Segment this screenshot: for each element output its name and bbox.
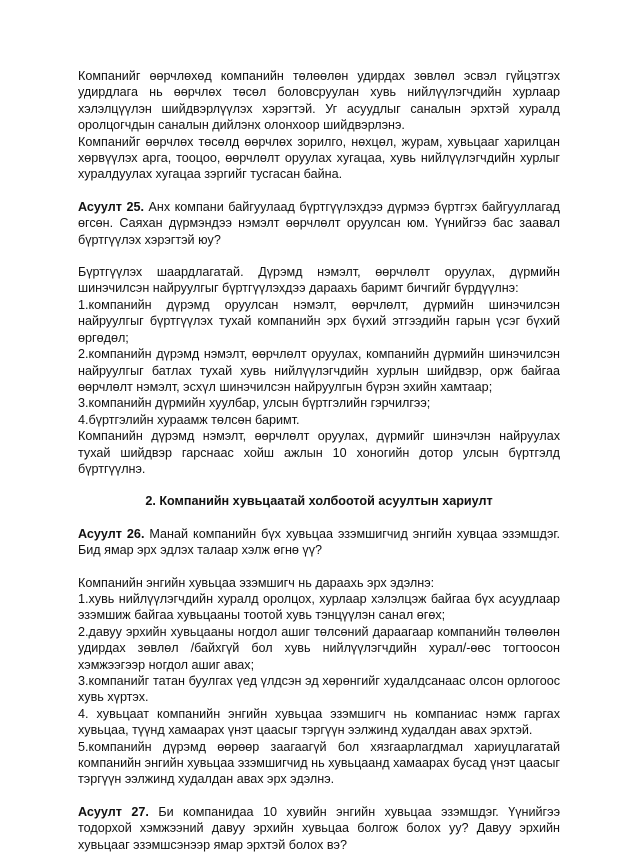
- answer-25-line: Бүртгүүлэх шаардлагатай. Дүрэмд нэмэлт, өөрчлөлт оруулах, дүрмийн шинэчилсэн найруулгыг бүртгүүлэхдээ дараахь баримт бичгийг бүрдүүлнэ:: [78, 265, 560, 296]
- intro-paragraph-1: Компанийг өөрчлөхөд компанийн төлөөлөн удирдах зөвлөл эсвэл гүйцэтгэх удирдлага нь өөрчлөх төсөл боловсруулан хувь нийлүүлэгчдийн хурлаар хэлэлцүүлэн шийдвэрлүүлэх хэрэгтэй. Уг асуудлыг саналын эрхтэй хуралд оролцогчдын саналын дийлэнх олонхоор шийдвэрлэнэ.: [78, 69, 560, 133]
- answer-26-line: 4. хувьцаат компанийн энгийн хувьцаа эзэмшигч нь компаниас нэмж гаргах хувьцаа, түүнд хамаарах үнэт цаасыг тэргүүн ээлжинд худалдан авах эрхтэй.: [78, 706, 560, 738]
- answer-25-line: 2.компанийн дүрэмд нэмэлт, өөрчлөлт оруулах, компанийн дүрмийн шинэчилсэн найруулгыг батлах тухай хувь нийлүүлэгчдийн хурлын шийдвэр, орж байгаа өөрчлөлт нэмэлт, эсхүл шинэчилсэн найруулгын бүрэн эхийн хамтаар;: [78, 347, 560, 394]
- answer-26-line: 1.хувь нийлүүлэгчдийн хуралд оролцох, хурлаар хэлэлцэж байгаа бүх асуудлаар эзэмшиж байгаа хувьцааны тоотой хувь тэнцүүлэн санал өгөх;: [78, 591, 560, 623]
- question-26-text: Манай компанийн бүх хувьцаа эзэмшигчид энгийн хувцаа эзэмшдэг. Бид ямар эрх эдлэх талаар хэлж өгнө үү?: [78, 526, 560, 558]
- question-26: [78, 526, 560, 559]
- question-25-label: Асуулт 25.: [78, 199, 144, 214]
- answer-26-line: 3.компанийг татан буулгах үед үлдсэн эд хөрөнгийг худалдсанаас олсон орлогоос хувь хүртэх.: [78, 674, 560, 705]
- question-26-label: Асуулт 26.: [78, 526, 145, 541]
- question-25: [78, 199, 560, 248]
- answer-26-line: 5.компанийн дүрэмд өөрөөр заагаагүй бол хязгаарлагдмал хариуцлагатай компанийн энгийн хувьцаа эзэмшигчид нь хувьцаанд хамаарах бусад үнэт цаасыг тэргүүн ээлжинд худалдан авах эрх эдэлнэ.: [78, 739, 560, 787]
- question-27-label: Асуулт 27.: [78, 804, 149, 819]
- question-27: [78, 804, 560, 853]
- answer-26-line: Компанийн энгийн хувьцаа эзэмшигч нь дараахь эрх эдэлнэ:: [78, 575, 435, 590]
- answer-25-line: Компанийн дүрэмд нэмэлт, өөрчлөлт оруулах, дүрмийг шинэчлэн найруулах тухай шийдвэр гарснаас хойш ажлын 10 хоногийн дотор улсын бүртгэлд бүртгүүлнэ.: [78, 429, 560, 476]
- answer-25-line: 4.бүртгэлийн хураамж төлсөн баримт.: [78, 412, 300, 427]
- intro-paragraph-2: Компанийг өөрчлөх төсөлд өөрчлөх зорилго, нөхцөл, журам, хувьцааг харилцан хөрвүүлэх арга, тооцоо, өөрчлөлт оруулах хугацаа, хувь нийлүүлэгчдийн хурлыг хуралдуулах хугацаа зэргийг тусгасан байна.: [78, 134, 560, 182]
- question-25-text: Анх компани байгуулаад бүртгүүлэхдээ дүрмээ бүртгэх байгууллагад өгсөн. Саяхан дүрмэндээ нэмэлт өөрчлөлт оруулсан юм. Үүнийгээ бас заавал бүртгүүлэх хэрэгтэй юу?: [78, 199, 560, 247]
- answer-25-line: 3.компанийн дүрмийн хуулбар, улсын бүртгэлийн гэрчилгээ;: [78, 396, 431, 411]
- section-2-title: 2. Компанийн хувьцаатай холбоотой асуултын хариулт: [145, 494, 493, 509]
- answer-25-line: 1.компанийн дүрэмд оруулсан нэмэлт, өөрчлөлт, дүрмийн шинэчилсэн найруулгыг бүртгүүлэх тухай компанийн эрх бүхий этгээдийн гарын үсэг бүхий өргөдөл;: [78, 297, 560, 345]
- answer-26-line: 2.давуу эрхийн хувьцааны ногдол ашиг төлсөний дараагаар компанийн төлөөлөн удирдах зөвлөл /байхгүй бол хувь нийлүүлэгчдийн хурал/-өөс тогтоосон хэмжээгээр ногдол ашиг авах;: [78, 624, 560, 672]
- question-27-text: Би компанидаа 10 хувийн энгийн хувьцаа эзэмшдэг. Үүнийгээ тодорхой хэмжээний давуу эрхийн хувьцаа болгож болох уу? Давуу эрхийн хувьцааг эзэмшсэнээр ямар эрхтэй болох вэ?: [78, 804, 560, 852]
